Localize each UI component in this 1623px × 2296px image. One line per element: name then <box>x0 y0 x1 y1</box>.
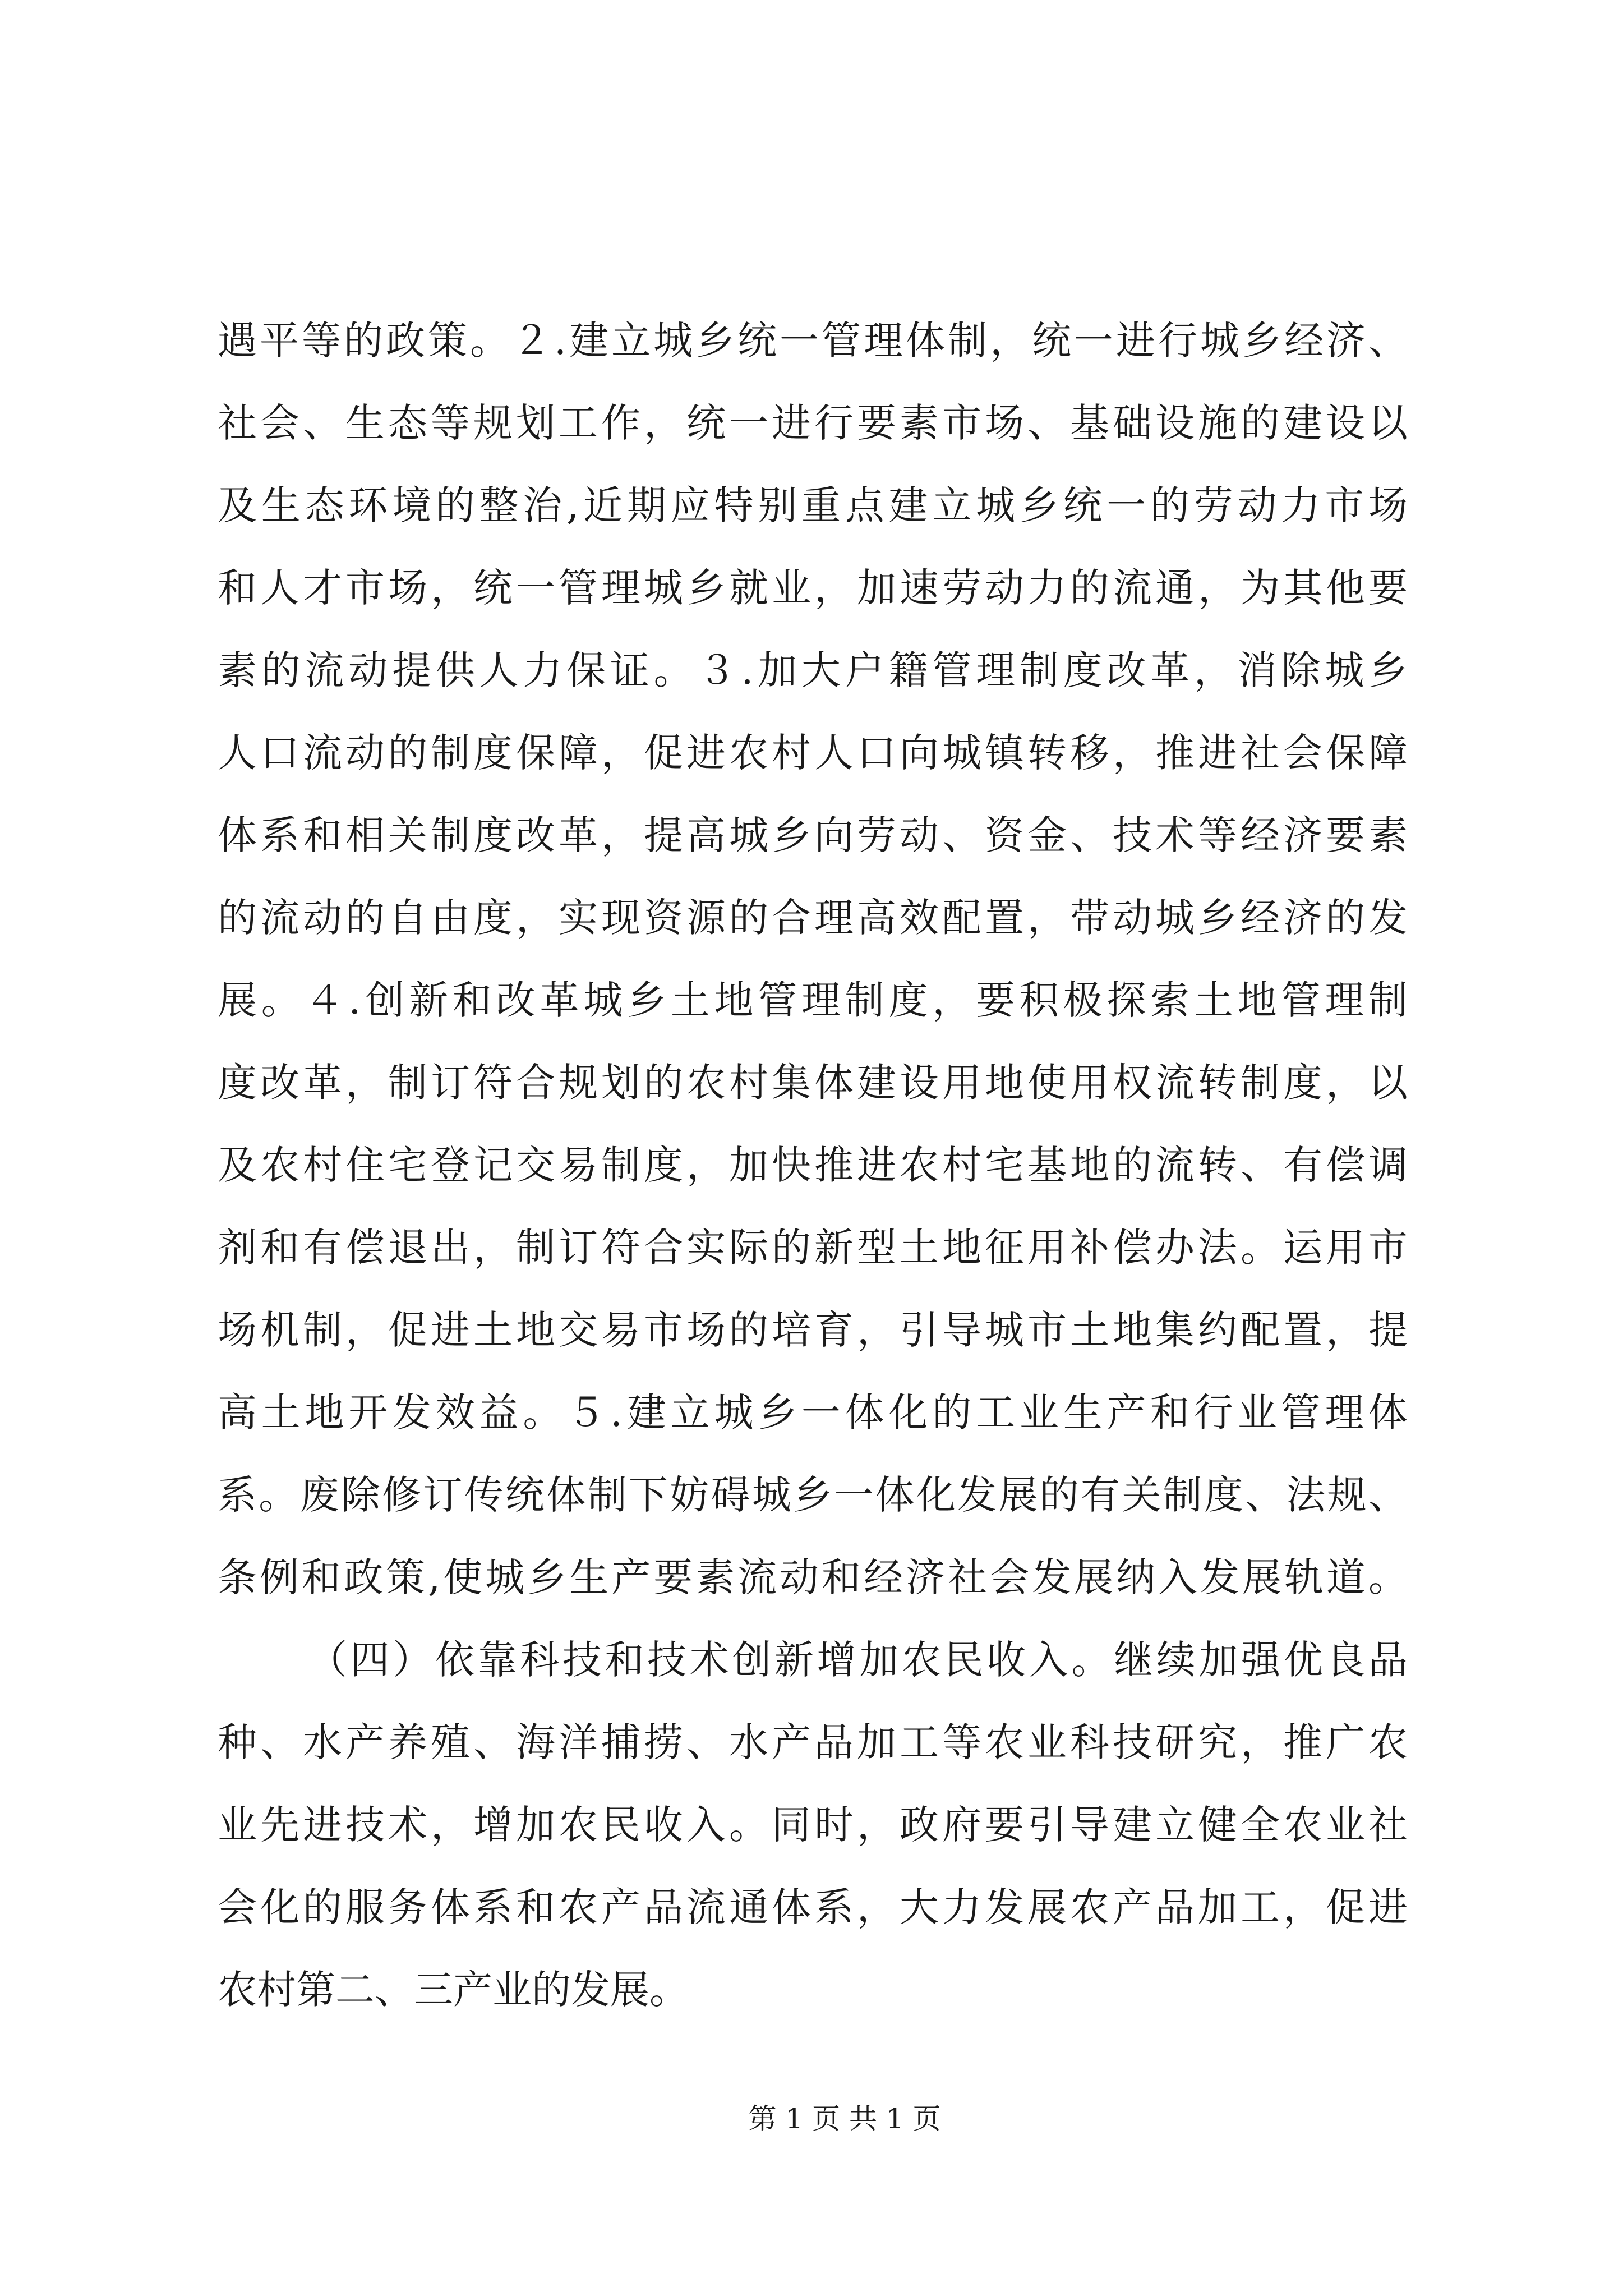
text-line: 及农村住宅登记交易制度，加快推进农村宅基地的流转、有偿调 <box>218 1142 1408 1188</box>
text-line: 体系和相关制度改革，提高城乡向劳动、资金、技术等经济要素 <box>218 812 1408 858</box>
text-line: 遇平等的政策。２.建立城乡统一管理体制，统一进行城乡经济、 <box>218 318 1408 364</box>
text-line: 会化的服务体系和农产品流通体系，大力发展农产品加工，促进 <box>218 1884 1408 1930</box>
paragraph <box>218 300 1408 1619</box>
text-line: 展。４.创新和改革城乡土地管理制度，要积极探索土地管理制 <box>218 977 1408 1023</box>
text-line: 场机制，促进土地交易市场的培育，引导城市土地集约配置，提 <box>218 1307 1408 1353</box>
text-line: 农村第二、三产业的发展。 <box>218 1967 689 2013</box>
text-line: （四）依靠科技和技术创新增加农民收入。继续加强优良品 <box>308 1637 1408 1683</box>
text-line: 条例和政策,使城乡生产要素流动和经济社会发展纳入发展轨道。 <box>218 1554 1408 1600</box>
text-line: 种、水产养殖、海洋捕捞、水产品加工等农业科技研究，推广农 <box>218 1719 1408 1765</box>
text-line: 和人才市场，统一管理城乡就业，加速劳动力的流通，为其他要 <box>218 565 1408 611</box>
text-line: 人口流动的制度保障，促进农村人口向城镇转移，推进社会保障 <box>218 730 1408 776</box>
text-line: 高土地开发效益。５.建立城乡一体化的工业生产和行业管理体 <box>218 1389 1408 1435</box>
text-line: 度改革，制订符合规划的农村集体建设用地使用权流转制度，以 <box>218 1060 1408 1106</box>
text-line: 系。废除修订传统体制下妨碍城乡一体化发展的有关制度、法规、 <box>218 1472 1408 1518</box>
document-body <box>218 300 1408 2031</box>
page-footer: 第 1 页 共 1 页 <box>748 2102 941 2135</box>
text-line: 素的流动提供人力保证。３.加大户籍管理制度改革，消除城乡 <box>218 647 1408 693</box>
text-line: 及生态环境的整治,近期应特别重点建立城乡统一的劳动力市场 <box>218 482 1408 528</box>
text-line: 社会、生态等规划工作，统一进行要素市场、基础设施的建设以 <box>218 400 1408 446</box>
text-line: 的流动的自由度，实现资源的合理高效配置，带动城乡经济的发 <box>218 895 1408 941</box>
text-line: 剂和有偿退出，制订符合实际的新型土地征用补偿办法。运用市 <box>218 1225 1408 1271</box>
paragraph <box>218 1619 1408 2031</box>
text-line: 业先进技术，增加农民收入。同时，政府要引导建立健全农业社 <box>218 1802 1408 1848</box>
